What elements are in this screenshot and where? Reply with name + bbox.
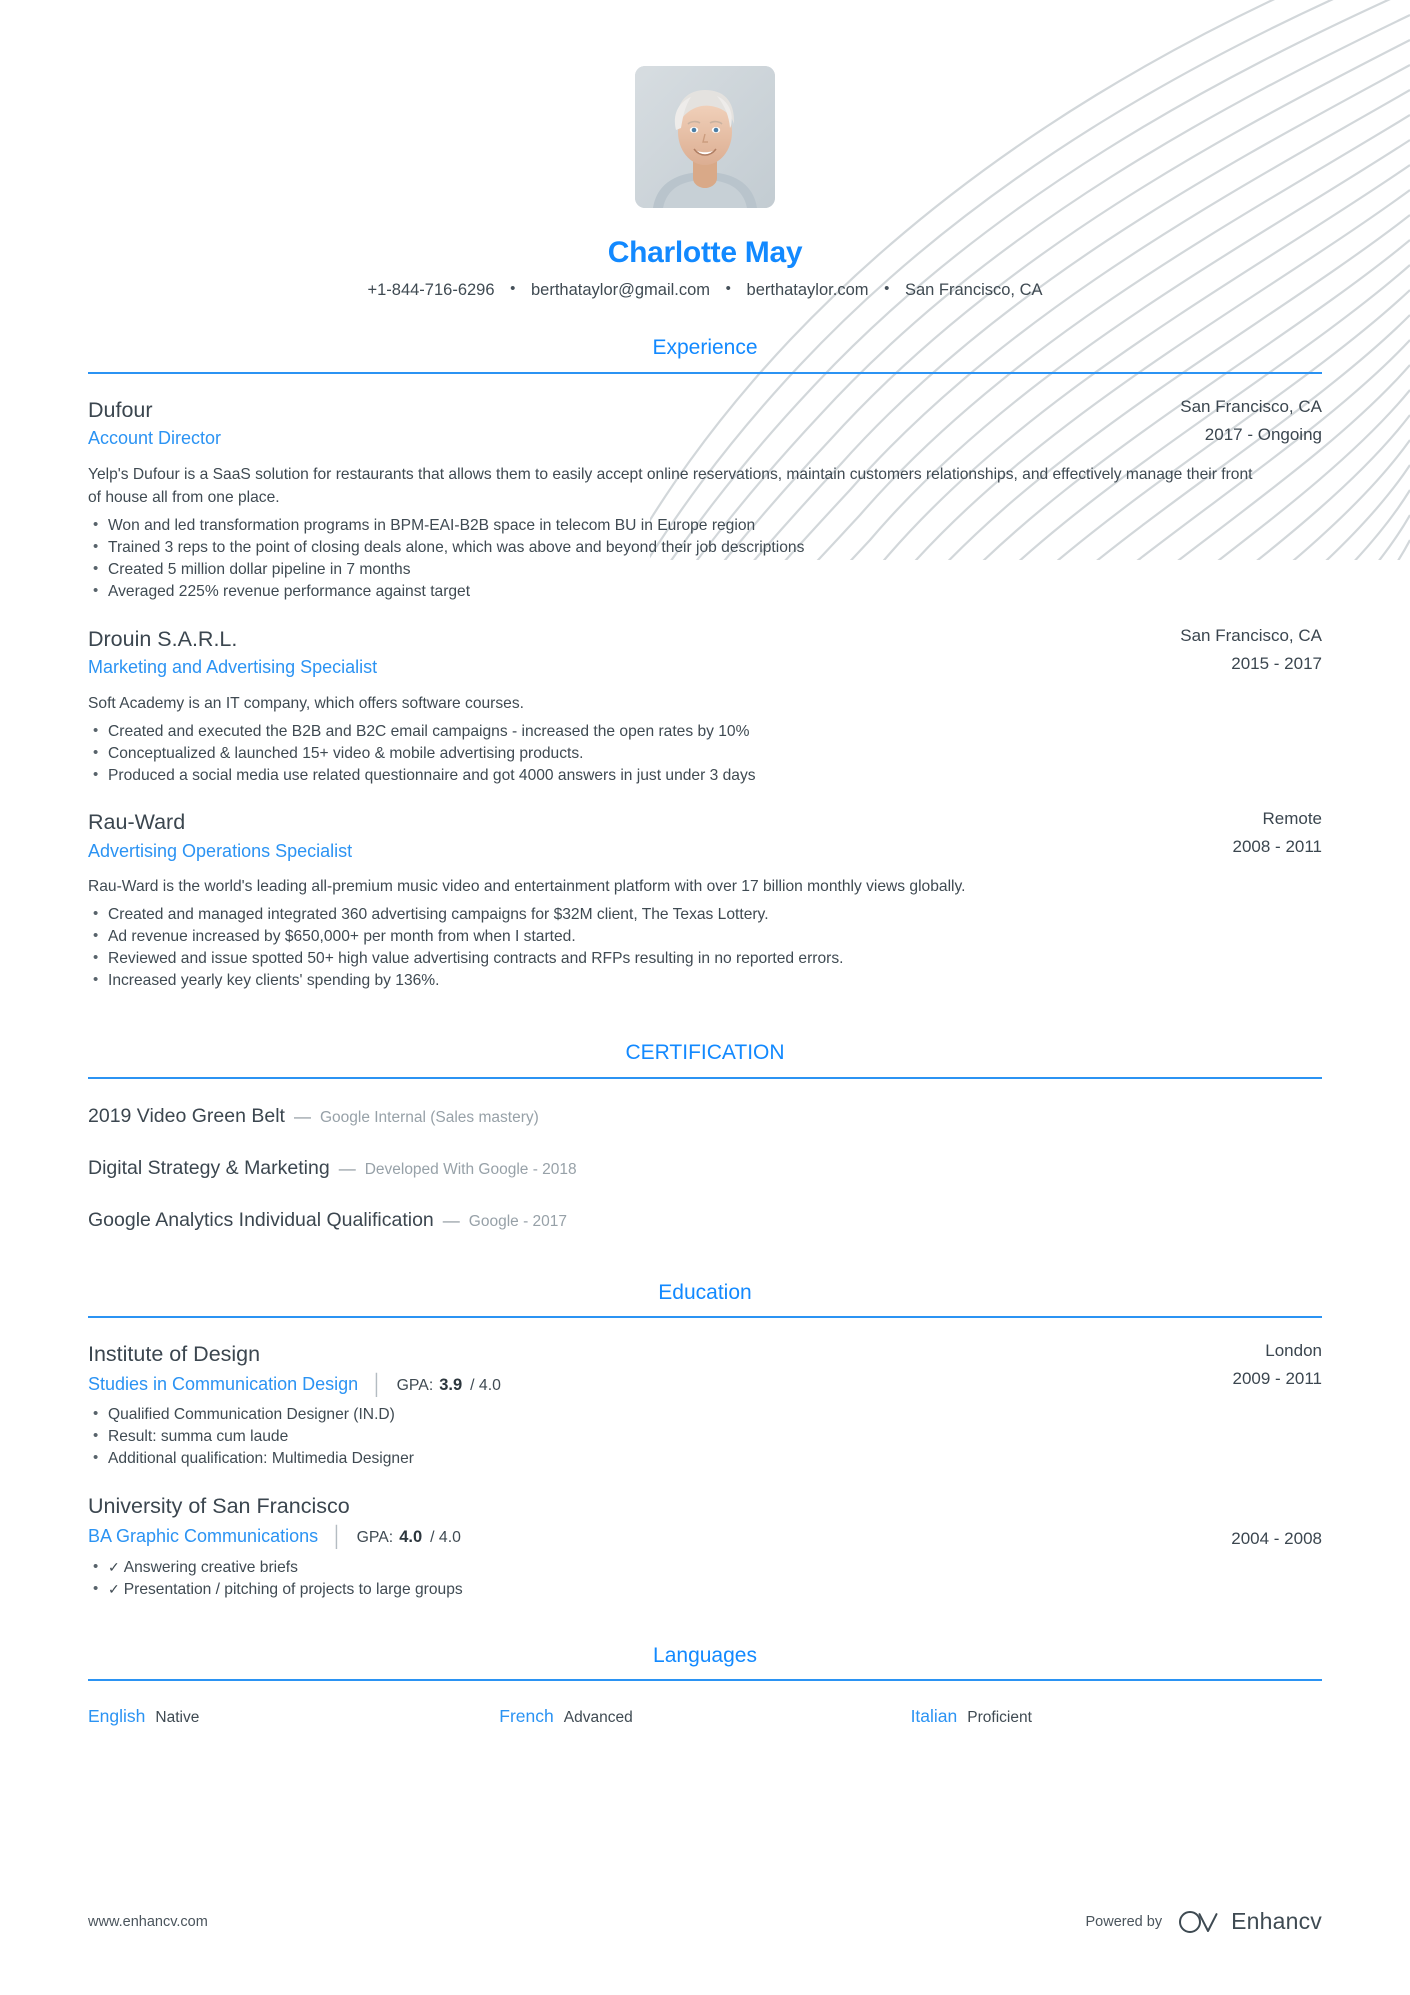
bullet-item: • Ad revenue increased by $650,000+ per month from when I started. [88, 927, 1322, 948]
certification-item [88, 1104, 1322, 1129]
bullet-item: • ✓ Presentation / pitching of projects to large groups [88, 1580, 1322, 1601]
job-title: Marketing and Advertising Specialist [88, 656, 378, 677]
gpa-value: 4.0 [399, 1527, 423, 1546]
contact-website: berthataylor.com [746, 281, 869, 299]
gpa-value: 3.9 [439, 1376, 463, 1395]
contact-location: San Francisco, CA [904, 281, 1043, 299]
education-entry [88, 1340, 1322, 1470]
degree-name: Studies in Communication Design [88, 1374, 359, 1395]
experience-entry [88, 396, 1322, 603]
job-summary: Soft Academy is an IT company, which offers software courses. [88, 694, 524, 712]
bullet-item: • Additional qualification: Multimedia Designer [88, 1449, 1322, 1470]
gpa-label: GPA: [396, 1377, 434, 1395]
job-location: San Francisco, CA [1180, 625, 1322, 645]
bullet-item: • Averaged 225% revenue performance against target [88, 582, 1322, 603]
bullet-item: • Won and led transformation programs in BPM-EAI-B2B space in telecom BU in Europe region [88, 516, 1322, 537]
experience-entry [88, 808, 1322, 992]
job-summary: Rau-Ward is the world's leading all-premium music video and entertainment platform with over 17 billion monthly views globally. [88, 878, 966, 896]
separator-icon: │ [331, 1525, 344, 1548]
school-name: University of San Francisco [88, 1493, 350, 1518]
bullet-item: • Created and managed integrated 360 advertising campaigns for $32M client, The Texas Lottery. [88, 905, 1322, 926]
section-experience [88, 335, 1322, 992]
contact-line [0, 280, 1410, 301]
degree-name: BA Graphic Communications [88, 1525, 319, 1546]
section-education [88, 1280, 1322, 1601]
avatar [635, 66, 775, 208]
company-name: Rau-Ward [88, 810, 186, 835]
language-name: Italian [910, 1706, 958, 1727]
bullet-item: • Increased yearly key clients' spending by 136%. [88, 971, 1322, 992]
degree-line [88, 1370, 1209, 1398]
job-dates: 2015 - 2017 [1231, 653, 1322, 673]
footer-website-url[interactable]: www.enhancv.com [88, 1913, 208, 1930]
language-name: English [88, 1706, 146, 1727]
entry-right [1209, 808, 1322, 859]
contact-separator-icon: • [510, 280, 516, 297]
bullet-item: • Result: summa cum laude [88, 1427, 1322, 1448]
entry-header [88, 1492, 1322, 1552]
job-bullet-list [88, 516, 1322, 603]
brand-name: Enhancv [1231, 1908, 1322, 1934]
language-item [911, 1705, 1322, 1728]
school-name: Institute of Design [88, 1341, 261, 1366]
contact-phone: +1-844-716-6296 [367, 281, 495, 299]
entry-header [88, 808, 1322, 864]
gpa-label: GPA: [356, 1528, 394, 1546]
certification-issuer: Google Internal (Sales mastery) [319, 1108, 539, 1126]
contact-separator-icon: • [884, 280, 890, 297]
section-title-education: Education [658, 1280, 752, 1304]
job-dates: 2017 - Ongoing [1204, 424, 1322, 444]
certification-item [88, 1208, 1322, 1233]
section-divider [88, 1077, 1322, 1079]
language-item [499, 1705, 910, 1728]
contact-separator-icon: • [725, 280, 731, 297]
check-icon: ✓ [108, 1559, 120, 1576]
section-divider [88, 1679, 1322, 1681]
entry-header [88, 396, 1322, 452]
resume-header [0, 0, 1410, 301]
section-title-experience: Experience [652, 336, 758, 360]
school-dates: 2009 - 2011 [1232, 1368, 1322, 1388]
job-dates: 2008 - 2011 [1232, 837, 1322, 857]
gpa-max: / 4.0 [470, 1377, 501, 1395]
page-title: Charlotte May [607, 236, 803, 269]
experience-entry [88, 625, 1322, 787]
gpa-max: / 4.0 [430, 1528, 461, 1546]
enhancv-logo-icon [1178, 1909, 1222, 1935]
footer-branding [1086, 1908, 1323, 1935]
entry-left [88, 396, 1156, 452]
job-bullet-list [88, 905, 1322, 992]
certification-dash-icon: — [293, 1106, 311, 1126]
certification-dash-icon: — [338, 1158, 356, 1178]
education-bullet-list [88, 1558, 1322, 1601]
degree-line [88, 1522, 1207, 1550]
education-bullet-list [88, 1405, 1322, 1470]
section-divider [88, 372, 1322, 374]
entry-left [88, 808, 1209, 864]
job-location: San Francisco, CA [1180, 396, 1322, 416]
company-name: Dufour [88, 397, 153, 422]
bullet-item: • Created and executed the B2B and B2C email campaigns - increased the open rates by 10% [88, 722, 1322, 743]
job-bullet-list [88, 722, 1322, 787]
job-summary: Yelp's Dufour is a SaaS solution for restaurants that allows them to easily accept online reservations, maintain customers relationships, and effectively manage their front of house all from one place. [88, 465, 1253, 506]
bullet-item: • ✓ Answering creative briefs [88, 1558, 1322, 1579]
certification-item [88, 1156, 1322, 1181]
certification-name: Digital Strategy & Marketing [88, 1156, 330, 1179]
job-title: Advertising Operations Specialist [88, 840, 353, 861]
company-name: Drouin S.A.R.L. [88, 626, 238, 651]
entry-right [1156, 396, 1322, 447]
contact-email: berthataylor@gmail.com [530, 281, 711, 299]
section-certification [88, 1040, 1322, 1233]
certification-dash-icon: — [442, 1211, 460, 1231]
bullet-item: • Conceptualized & launched 15+ video & mobile advertising products. [88, 744, 1322, 765]
language-level: Proficient [967, 1709, 1032, 1727]
language-name: French [499, 1706, 554, 1727]
section-title-certification: CERTIFICATION [625, 1041, 785, 1065]
entry-header [88, 625, 1322, 681]
entry-header [88, 1340, 1322, 1398]
certification-issuer: Google - 2017 [468, 1213, 568, 1231]
powered-by-label: Powered by [1085, 1913, 1163, 1930]
entry-right [1207, 1492, 1322, 1552]
check-icon: ✓ [108, 1581, 120, 1598]
language-list [88, 1705, 1322, 1728]
language-level: Native [155, 1709, 200, 1727]
certification-issuer: Developed With Google - 2018 [364, 1160, 577, 1178]
separator-icon: │ [371, 1374, 384, 1397]
job-title: Account Director [88, 428, 222, 448]
school-dates: 2004 - 2008 [1231, 1528, 1322, 1548]
section-title-languages: Languages [653, 1644, 757, 1668]
school-location: London [1265, 1340, 1322, 1360]
bullet-item: • Qualified Communication Designer (IN.D) [88, 1405, 1322, 1426]
bullet-item: • Trained 3 reps to the point of closing deals alone, which was above and beyond their job descriptions [88, 538, 1322, 559]
job-location: Remote [1262, 809, 1322, 829]
section-divider [88, 1316, 1322, 1318]
bullet-item: • Reviewed and issue spotted 50+ high value advertising contracts and RFPs resulting in no reported errors. [88, 949, 1322, 970]
language-item [88, 1705, 499, 1728]
bullet-item: • Produced a social media use related questionnaire and got 4000 answers in just under 3 days [88, 766, 1322, 787]
page-footer [88, 1908, 1322, 1935]
entry-left [88, 1492, 1207, 1550]
language-level: Advanced [563, 1709, 633, 1727]
certification-name: 2019 Video Green Belt [88, 1104, 285, 1127]
education-entry [88, 1492, 1322, 1601]
bullet-item: • Created 5 million dollar pipeline in 7 months [88, 560, 1322, 581]
certification-name: Google Analytics Individual Qualification [88, 1209, 434, 1232]
resume-body [0, 335, 1410, 1728]
entry-left [88, 1340, 1209, 1398]
entry-left [88, 625, 1156, 681]
entry-right [1156, 625, 1322, 676]
section-languages [88, 1643, 1322, 1728]
entry-right [1209, 1340, 1322, 1391]
